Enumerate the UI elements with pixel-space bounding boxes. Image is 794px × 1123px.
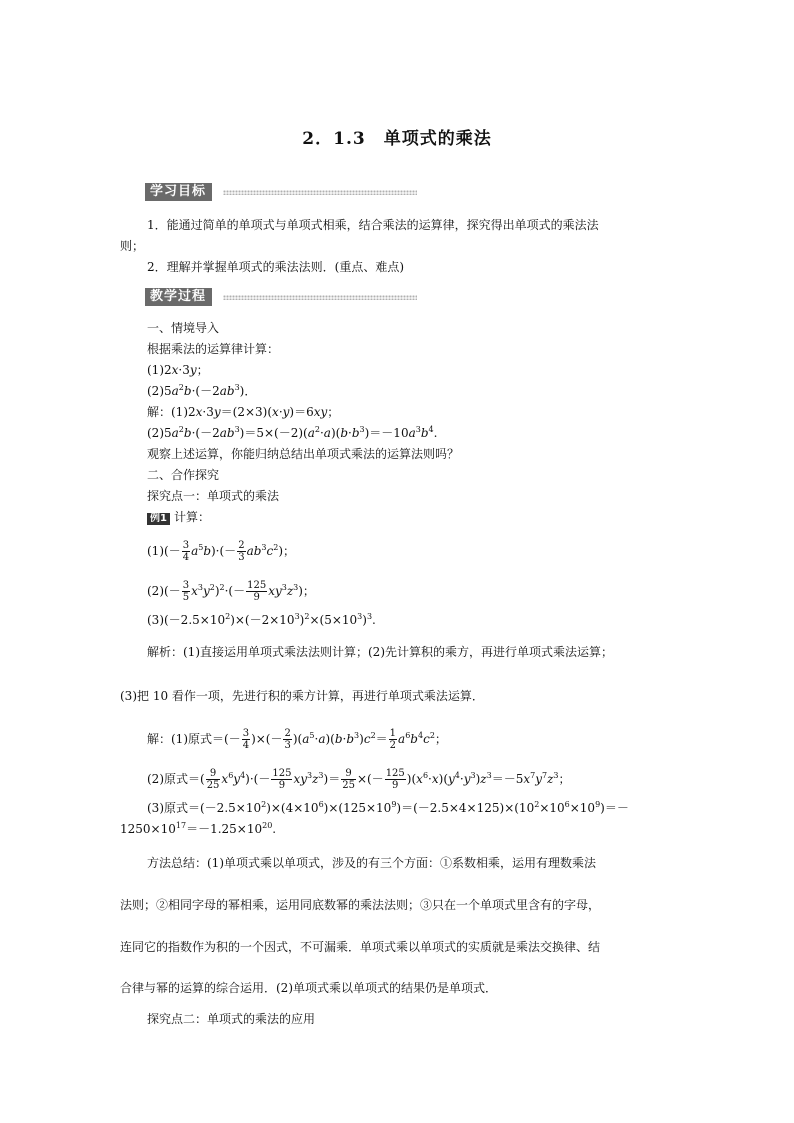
summary-line-1: 方法总结：(1)单项式乘以单项式，涉及的有三个方面：①系数相乘，运用有理数乘法	[147, 856, 597, 870]
solution-1: 解：(1)原式＝(－ $\frac{3}{4}$ )×(－ $\frac{2}{3}$ )$(a^5\cdot a)(b\cdot b^3)c^2=$ $\frac{1}{2}$ $a^6b^4c^2$；	[147, 728, 447, 751]
example-1-header: 例1 计算：	[147, 509, 210, 525]
intro-prompt: 根据乘法的运算律计算：	[147, 342, 280, 356]
goal-1-line-1: 1．能通过简单的单项式与单项式相乘，结合乘法的运算律，探究得出单项式的乘法法	[147, 218, 599, 232]
example-problem-1: (1)(－ $\frac{3}{4}$ $a^5b)\cdot(-$ $\frac{2}{3}$ $ab^3c^2$)；	[147, 540, 296, 563]
example-problem-2: (2)(－ $\frac{3}{5}$ $x^3y^2)^2\cdot(-$ $\frac{125}{9}$ $xy^3z^3$)；	[147, 580, 315, 603]
goal-2: 2．理解并掌握单项式的乘法法则．(重点、难点)	[147, 260, 404, 274]
intro-problem-1: (1)2x·3y；	[147, 363, 209, 377]
summary-line-2: 法则；②相同字母的幂相乘，运用同底数幂的乘法法则；③只在一个单项式里含有的字母，	[120, 898, 601, 912]
example-badge: 例1	[147, 513, 170, 525]
analysis-line-2: (3)把 10 看作一项，先进行积的乘方计算，再进行单项式乘法运算．	[120, 689, 484, 703]
intro-problem-2: $(2)5a^2b\cdot(-2ab^3)$．	[147, 383, 257, 398]
intro-heading: 一、情境导入	[147, 321, 220, 335]
section-header-process	[145, 288, 417, 306]
section-label-process: 教学过程	[145, 288, 212, 306]
section-header-goals	[145, 183, 417, 201]
solution-3-line-1: (3)原式$=(-2.5\times 10^2)\times(4\times 10^6)\times(125\times 10^9)=(-2.5\times 4\times 125)\times(10^2\times 10^6\times 10^9)=-$	[147, 800, 629, 815]
intro-question: 观察上述运算，你能归纳总结出单项式乘法的运算法则吗？	[147, 447, 460, 461]
section-label-goals: 学习目标	[145, 183, 212, 201]
analysis-line-1: 解析：(1)直接运用单项式乘法法则计算；(2)先计算积的乘方，再进行单项式乘法运算；	[147, 645, 613, 659]
explore-point-1: 探究点一：单项式的乘法	[147, 489, 280, 503]
summary-line-3: 连同它的指数作为积的一个因式，不可漏乘．单项式乘以单项式的实质就是乘法交换律、结	[120, 940, 601, 954]
solution-3-line-2: $1250\times 10^{17}=-1.25\times 10^{20}$.	[120, 821, 277, 836]
explore-heading: 二、合作探究	[147, 468, 220, 482]
page-title: 2．1.3 单项式的乘法	[302, 129, 492, 149]
goal-1-line-2: 则；	[120, 239, 145, 253]
intro-solution-2: $(2)5a^2b\cdot(-2ab^3)=5\times(-2)(a^2\cdot a)(b\cdot b^3)=-10a^3b^4$.	[147, 425, 438, 440]
explore-point-2: 探究点二：单项式的乘法的应用	[147, 1012, 316, 1026]
example-problem-3: $(3)(-2.5\times 10^2)\times(-2\times 10^3)^2\times(5\times 10^3)^3$.	[147, 612, 376, 627]
solution-2: (2)原式＝( $\frac{9}{25}$ $x^6y^4)\cdot(-$ $\frac{125}{9}$ $xy^3z^3)=$ $\frac{9}{25}$ ×(－ $\frac{125}{9}$ )$(x^6\cdot x)(y^4\cdot y^3)z^3=-5x^7y^7z^3$；	[147, 768, 571, 791]
dotted-rule	[223, 295, 417, 300]
dotted-rule	[223, 190, 417, 195]
summary-line-4: 合律与幂的运算的综合运用．(2)单项式乘以单项式的结果仍是单项式．	[120, 981, 498, 995]
intro-solution-1: 解：(1)2x·3y＝(2×3)(x·y)＝6xy；	[147, 405, 340, 419]
